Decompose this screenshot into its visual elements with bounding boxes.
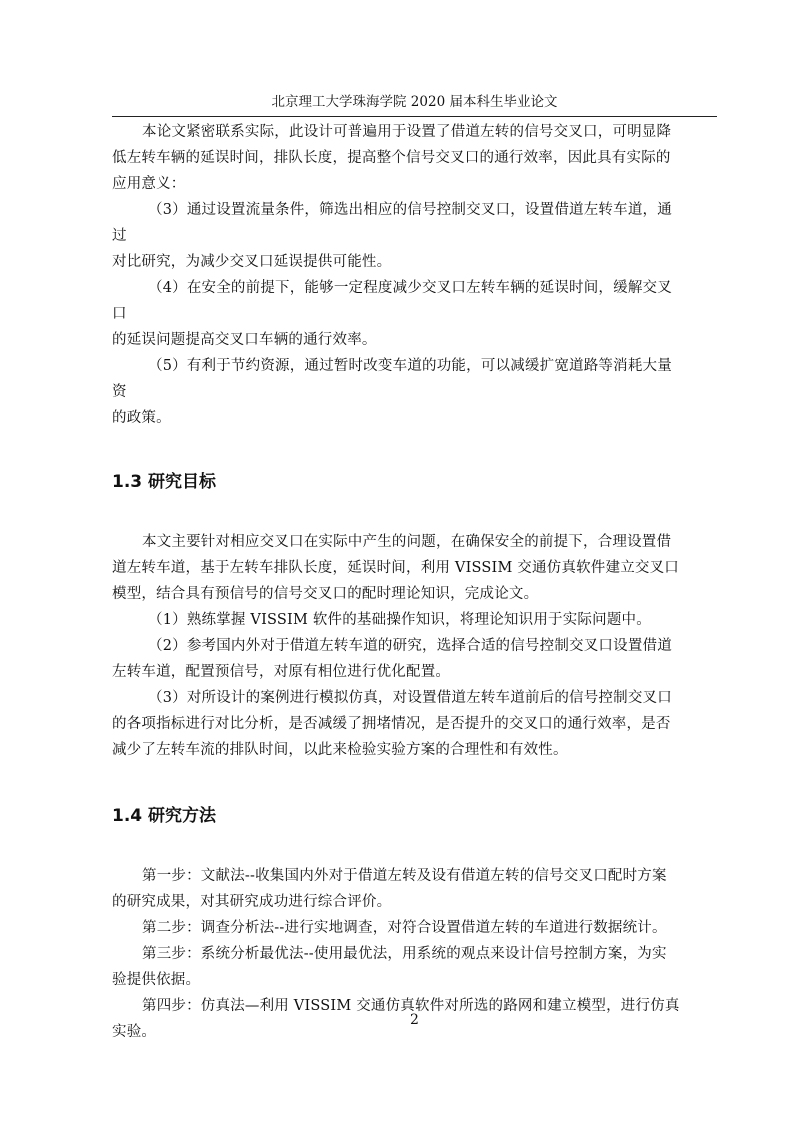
goal-item-3-line: 的各项指标进行对比分析，是否减缓了拥堵情况，是否提升的交叉口的通行效率，是否 <box>112 716 671 732</box>
goal-intro-line: 本文主要针对相应交叉口在实际中产生的问题，在确保安全的前提下，合理设置借 <box>142 534 672 550</box>
method-step-1-line: 的研究成果，对其研究成功进行综合评价。 <box>112 894 392 910</box>
point-4-line: 口 <box>112 306 127 322</box>
intro-line: 本论文紧密联系实际，此设计可普遍用于设置了借道左转的信号交叉口，可明显降 <box>142 124 672 140</box>
point-3-line: 对比研究，为减少交叉口延误提供可能性。 <box>112 254 392 270</box>
point-4-line: 的延误问题提高交叉口车辆的通行效率。 <box>112 332 377 348</box>
point-4-line: （4）在安全的前提下，能够一定程度减少交叉口左转车辆的延误时间，缓解交叉 <box>148 280 672 296</box>
method-step-4-line: 第四步：仿真法—利用 VISSIM 交通仿真软件对所选的路网和建立模型，进行仿真 <box>142 998 680 1014</box>
intro-line: 低左转车辆的延误时间，排队长度，提高整个信号交叉口的通行效率，因此具有实际的 <box>112 150 671 166</box>
point-3-line: （3）通过设置流量条件，筛选出相应的信号控制交叉口，设置借道左转车道，通 <box>148 202 672 218</box>
goal-item-3-line: （3）对所设计的案例进行模拟仿真，对设置借道左转车道前后的信号控制交叉口 <box>148 690 672 706</box>
goal-item-2-line: 左转车道，配置预信号，对原有相位进行优化配置。 <box>112 664 451 680</box>
method-step-1-line: 第一步：文献法--收集国内外对于借道左转及设有借道左转的信号交叉口配时方案 <box>142 868 667 884</box>
goal-item-3-line: 减少了左转车流的排队时间，以此来检验实验方案的合理性和有效性。 <box>112 742 568 758</box>
point-3-line: 过 <box>112 228 127 244</box>
point-5-line: 资 <box>112 384 127 400</box>
intro-line: 应用意义： <box>112 176 186 192</box>
point-5-line: （5）有利于节约资源，通过暂时改变车道的功能，可以减缓扩宽道路等消耗大量 <box>148 358 672 374</box>
goal-intro-line: 模型，结合具有预信号的信号交叉口的配时理论知识，完成论文。 <box>112 586 539 602</box>
goal-item-2-line: （2）参考国内外对于借道左转车道的研究，选择合适的信号控制交叉口设置借道 <box>148 638 672 654</box>
header-rule <box>112 116 717 117</box>
method-step-3-line: 第三步：系统分析最优法--使用最优法，用系统的观点来设计信号控制方案，为实 <box>142 946 667 962</box>
goal-intro-line: 道左转车道，基于左转车排队长度，延误时间，利用 VISSIM 交通仿真软件建立交叉口 <box>112 560 680 576</box>
method-step-3-line: 验提供依据。 <box>112 972 201 988</box>
goal-item-1-line: （1）熟练掌握 VISSIM 软件的基础操作知识，将理论知识用于实际问题中。 <box>148 612 651 628</box>
method-step-4-line: 实验。 <box>112 1024 157 1040</box>
running-header: 北京理工大学珠海学院 2020 届本科生毕业论文 <box>271 94 558 110</box>
section-heading-1-4: 1.4 研究方法 <box>112 806 217 826</box>
point-5-line: 的政策。 <box>112 410 171 426</box>
page-number: 2 <box>410 1012 419 1028</box>
method-step-2-line: 第二步：调查分析法--进行实地调查，对符合设置借道左转的车道进行数据统计。 <box>142 920 667 936</box>
section-heading-1-3: 1.3 研究目标 <box>112 472 217 492</box>
page-body <box>112 119 717 1045</box>
